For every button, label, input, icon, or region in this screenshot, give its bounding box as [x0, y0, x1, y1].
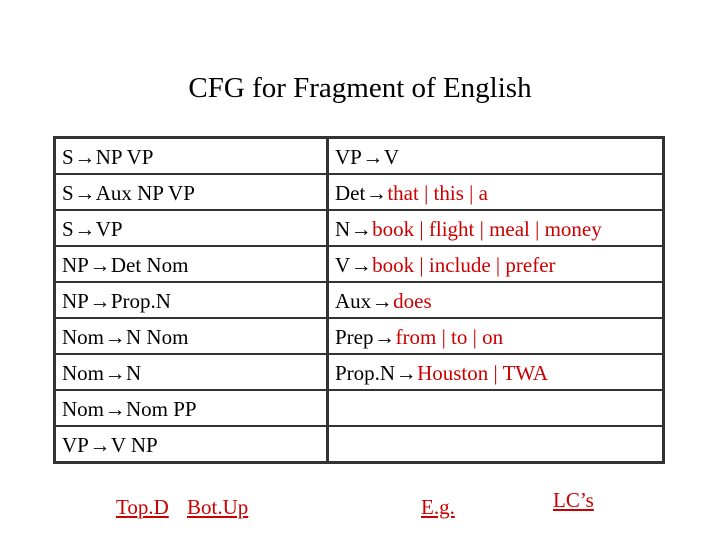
arrow-icon: → [350, 217, 372, 241]
left-corners-link[interactable]: LC’s [553, 488, 594, 512]
phrase-rule-row [56, 319, 326, 355]
rule-lhs: Nom [62, 397, 104, 421]
arrow-icon: → [362, 145, 384, 169]
rule-lhs: Prop.N [335, 361, 396, 385]
bottomup-link[interactable]: Bot.Up [187, 495, 249, 519]
lexical-rule-row [329, 427, 662, 463]
grammar-rules-table [53, 136, 665, 464]
arrow-icon: → [89, 289, 111, 313]
rule-lhs: N [335, 217, 351, 241]
rule-rhs: N Nom [126, 325, 189, 349]
lexical-rules-column [329, 139, 662, 461]
example-link[interactable]: E.g. [421, 495, 455, 519]
rule-lhs: NP [62, 253, 89, 277]
rule-rhs: NP VP [95, 145, 154, 169]
phrase-rule-row [56, 247, 326, 283]
rule-rhs: book | include | prefer [372, 253, 556, 277]
rule-rhs: Nom PP [126, 397, 197, 421]
rule-lhs: VP [335, 145, 362, 169]
topdown-link[interactable]: Top.D [116, 495, 169, 519]
phrase-rule-row [56, 211, 326, 247]
rule-rhs: does [393, 289, 432, 313]
rule-rhs: that | this | a [387, 181, 488, 205]
rule-lhs: S [62, 145, 74, 169]
rule-lhs: VP [62, 433, 89, 457]
rule-rhs: book | flight | meal | money [372, 217, 602, 241]
phrase-rule-row [56, 355, 326, 391]
slide-title: CFG for Fragment of English [188, 72, 532, 104]
rule-rhs: Aux NP VP [95, 181, 195, 205]
arrow-icon: → [104, 361, 126, 385]
phrase-rule-row [56, 283, 326, 319]
rule-rhs: Houston | TWA [417, 361, 549, 385]
rule-rhs: V NP [110, 433, 158, 457]
rule-lhs: S [62, 181, 74, 205]
phrase-rule-row [56, 427, 326, 463]
rule-lhs: Nom [62, 361, 104, 385]
lexical-rule-row [329, 283, 662, 319]
arrow-icon: → [104, 397, 126, 421]
arrow-icon: → [74, 181, 96, 205]
phrase-rules-column [56, 139, 329, 461]
lexical-rule-row [329, 319, 662, 355]
rule-rhs: N [126, 361, 142, 385]
phrase-rule-row [56, 139, 326, 175]
lexical-rule-row [329, 211, 662, 247]
rule-rhs: V [383, 145, 400, 169]
arrow-icon: → [74, 145, 96, 169]
rule-lhs: S [62, 217, 74, 241]
arrow-icon: → [104, 325, 126, 349]
rule-lhs: Det [335, 181, 366, 205]
phrase-rule-row [56, 175, 326, 211]
phrase-rule-row [56, 391, 326, 427]
lexical-rule-row [329, 391, 662, 427]
lexical-rule-row [329, 355, 662, 391]
lexical-rule-row [329, 139, 662, 175]
rule-rhs: from | to | on [395, 325, 504, 349]
arrow-icon: → [374, 325, 395, 349]
rule-lhs: Nom [62, 325, 104, 349]
rule-lhs: Aux [335, 289, 372, 313]
rule-rhs: Prop.N [110, 289, 171, 313]
arrow-icon: → [350, 253, 372, 277]
lexical-rule-row [329, 175, 662, 211]
arrow-icon: → [371, 289, 393, 313]
lexical-rule-row [329, 247, 662, 283]
arrow-icon: → [89, 433, 111, 457]
arrow-icon: → [74, 217, 96, 241]
arrow-icon: → [395, 361, 417, 385]
arrow-icon: → [89, 253, 111, 277]
rule-lhs: Prep [335, 325, 374, 349]
arrow-icon: → [365, 181, 387, 205]
rule-rhs: Det Nom [110, 253, 189, 277]
rule-rhs: VP [95, 217, 123, 241]
rule-lhs: V [335, 253, 351, 277]
rule-lhs: NP [62, 289, 89, 313]
